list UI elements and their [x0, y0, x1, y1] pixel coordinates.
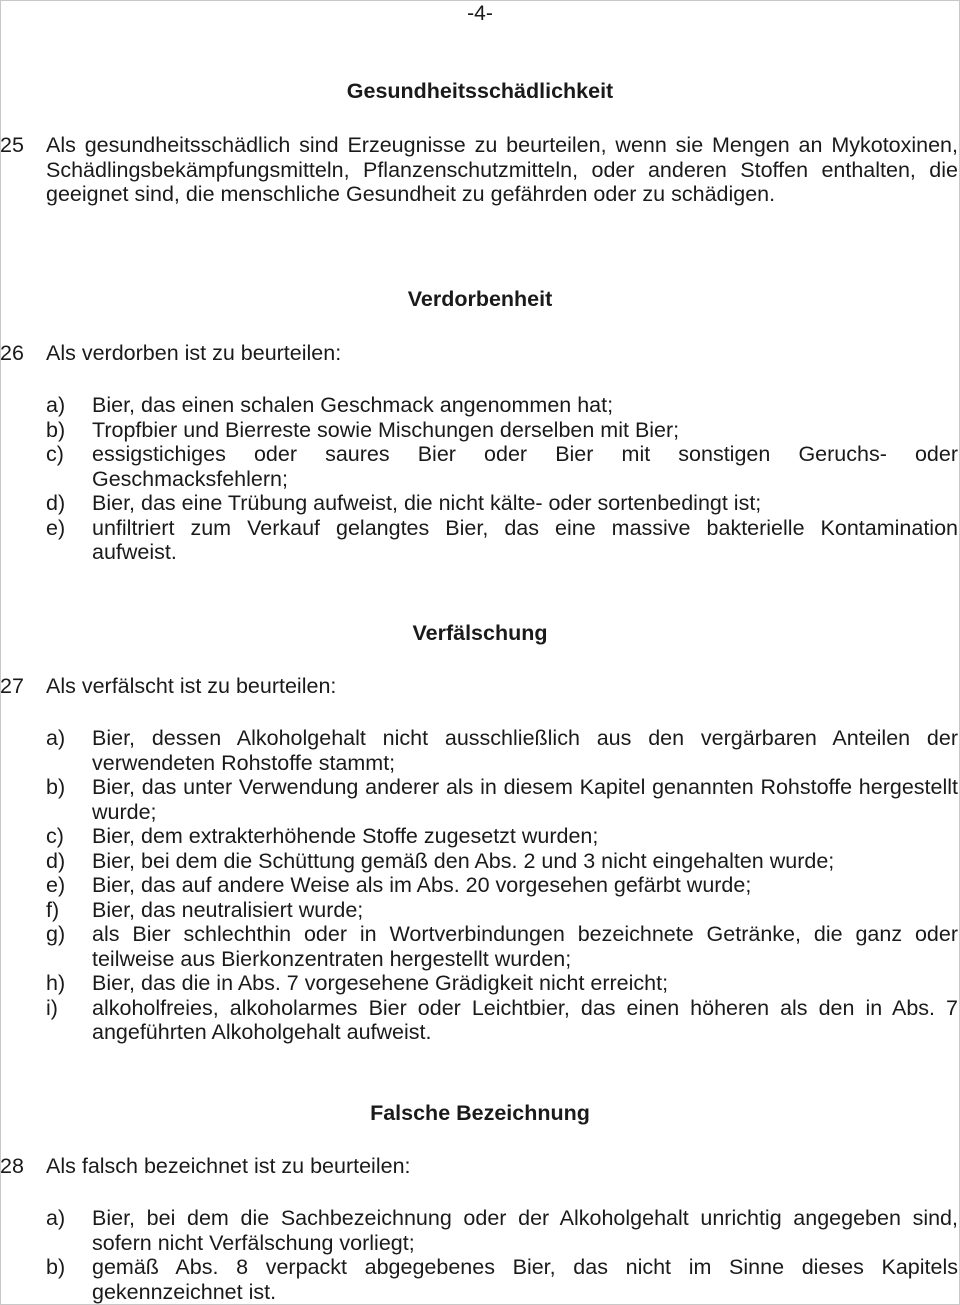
list-item	[46, 1206, 958, 1255]
paragraph-27	[0, 674, 958, 699]
list-item-text: gemäß Abs. 8 verpackt abgegebenes Bier, das nicht im Sinne dieses Kapitels gekennzeichnet ist.	[92, 1255, 958, 1304]
list-item-text: Bier, das unter Verwendung anderer als in diesem Kapitel genannten Rohstoffe hergestellt wurde;	[92, 775, 958, 824]
paragraph-number: 27	[0, 674, 24, 698]
item-list-28	[46, 1206, 958, 1304]
paragraph-text: Als verfälscht ist zu beurteilen:	[46, 674, 337, 698]
list-item-text: Tropfbier und Bierreste sowie Mischungen derselben mit Bier;	[92, 417, 680, 442]
list-item-text: Bier, dem extrakterhöhende Stoffe zugesetzt wurden;	[92, 824, 599, 848]
list-item	[46, 996, 958, 1045]
list-item-label: a)	[46, 393, 66, 417]
section-heading-verfaelschung: Verfälschung	[412, 621, 548, 645]
paragraph-text: Als falsch bezeichnet ist zu beurteilen:	[46, 1154, 411, 1178]
list-item-text: Bier, bei dem die Schüttung gemäß den Abs. 2 und 3 nicht eingehalten wurde;	[92, 848, 835, 873]
list-item	[46, 442, 958, 491]
list-item-label: a)	[46, 1206, 66, 1230]
list-item-label: d)	[46, 848, 66, 873]
list-item	[46, 971, 958, 996]
list-item	[46, 824, 958, 849]
list-item-label: b)	[46, 775, 66, 799]
paragraph-25	[0, 133, 958, 207]
list-item-label: a)	[46, 726, 66, 750]
paragraph-number: 25	[0, 133, 24, 157]
list-item-text: Bier, das neutralisiert wurde;	[92, 897, 364, 922]
list-item	[46, 775, 958, 824]
list-item-label: e)	[46, 515, 66, 540]
list-item-label: b)	[46, 417, 66, 442]
list-item-label: c)	[46, 824, 64, 848]
list-item-text: Bier, das einen schalen Geschmack angenommen hat;	[92, 393, 614, 417]
list-item-text: essigstichiges oder saures Bier oder Bier mit sonstigen Geruchs- oder Geschmacksfehlern;	[92, 442, 958, 491]
list-item	[46, 516, 958, 565]
list-item-label: h)	[46, 971, 66, 995]
paragraph-text: Als verdorben ist zu beurteilen:	[46, 341, 342, 365]
list-item-text: Bier, dessen Alkoholgehalt nicht ausschließlich aus den vergärbaren Anteilen der verwendeten Rohstoffe stammt;	[92, 726, 958, 775]
list-item-text: Bier, das eine Trübung aufweist, die nicht kälte- oder sortenbedingt ist;	[92, 491, 762, 515]
list-item-text: als Bier schlechthin oder in Wortverbindungen bezeichnete Getränke, die ganz oder teilweise aus Bierkonzentraten hergestellt wurden;	[92, 922, 958, 971]
list-item-label: f)	[46, 897, 60, 922]
item-list-27	[46, 726, 958, 1045]
list-item-text: alkoholfreies, alkoholarmes Bier oder Leichtbier, das einen höheren als den in Abs. 7 angeführten Alkoholgehalt aufweist.	[92, 995, 958, 1044]
list-item-label: e)	[46, 873, 66, 897]
section-heading-gesundheitsschaedlichkeit: Gesundheitsschädlichkeit	[346, 79, 614, 103]
paragraph-text: Als gesundheitsschädlich sind Erzeugnisse zu beurteilen, wenn sie Mengen an Mykotoxinen, Schädlingsbekämpfungsmitteln, Pflanzenschutzmitteln, oder anderen Stoffen enthalten, die geeignet sind, die menschliche Gesundheit zu gefährden oder zu schädigen.	[46, 133, 958, 206]
paragraph-26	[0, 341, 958, 366]
list-item	[46, 491, 958, 516]
section-heading-falsche-bezeichnung: Falsche Bezeichnung	[370, 1101, 590, 1125]
list-item-label: d)	[46, 491, 66, 515]
list-item	[46, 873, 958, 898]
list-item	[46, 898, 958, 923]
list-item	[46, 726, 958, 775]
list-item	[46, 1255, 958, 1304]
section-heading-verdorbenheit: Verdorbenheit	[407, 287, 553, 311]
paragraph-number: 28	[0, 1154, 24, 1178]
list-item-label: b)	[46, 1255, 66, 1279]
list-item	[46, 393, 958, 418]
list-item-text: Bier, das die in Abs. 7 vorgesehene Grädigkeit nicht erreicht;	[92, 971, 669, 995]
list-item-label: c)	[46, 442, 64, 466]
list-item	[46, 418, 958, 443]
paragraph-number: 26	[0, 341, 24, 365]
list-item-label: g)	[46, 922, 66, 946]
list-item	[46, 922, 958, 971]
page-number: -4-	[467, 2, 493, 25]
paragraph-28	[0, 1154, 958, 1179]
list-item-text: Bier, das auf andere Weise als im Abs. 20 vorgesehen gefärbt wurde;	[92, 873, 752, 897]
list-item-text: unfiltriert zum Verkauf gelangtes Bier, das eine massive bakterielle Kontamination aufweist.	[92, 515, 958, 564]
list-item	[46, 849, 958, 874]
item-list-26	[46, 393, 958, 565]
list-item-label: i)	[46, 995, 58, 1020]
list-item-text: Bier, bei dem die Sachbezeichnung oder der Alkoholgehalt unrichtig angegeben sind, sofern nicht Verfälschung vorliegt;	[92, 1206, 958, 1255]
